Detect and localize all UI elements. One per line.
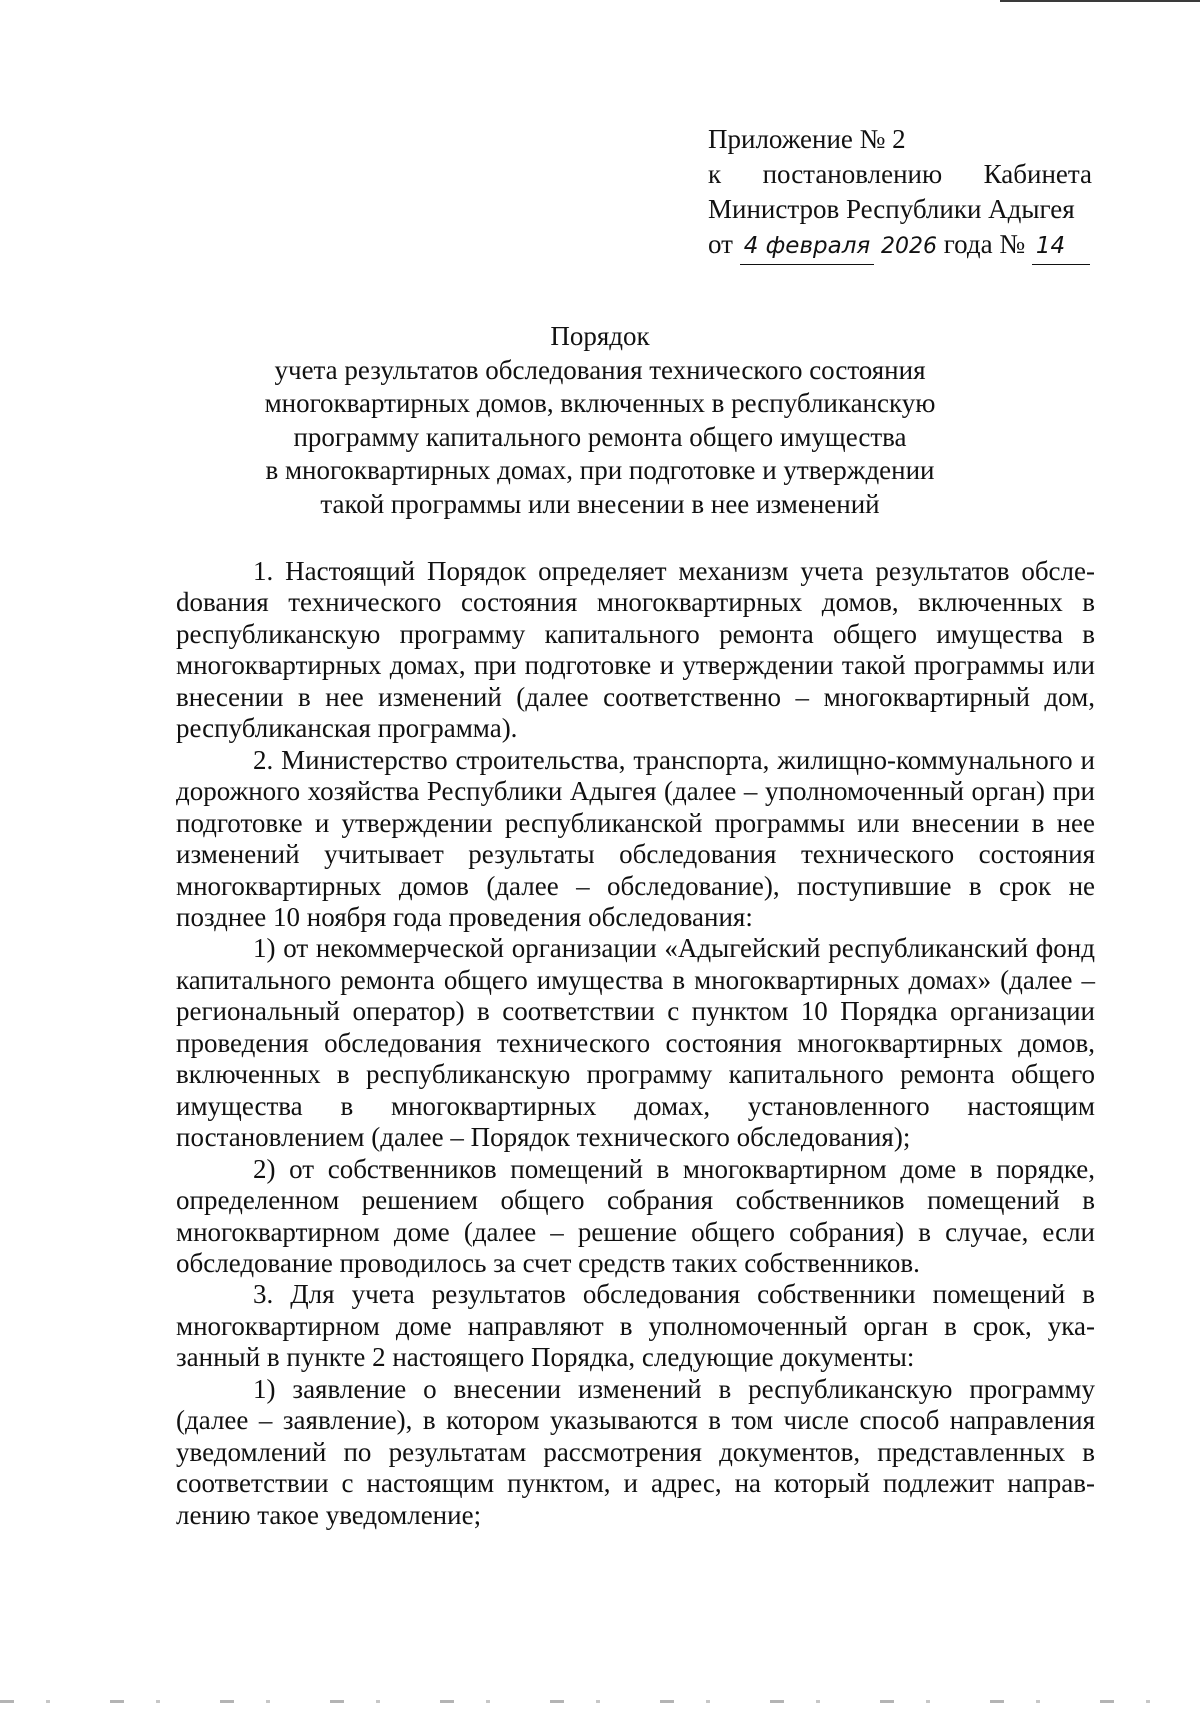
title-line-1: учета результатов обследования технического состояния xyxy=(274,354,926,385)
paragraph-1: 1. Настоящий Порядок определяет механизм учета результатов обслеdования технического состояния многоквартирных домов, включенных в республиканскую программу капитального ремонта общего имущества в многоквартирных домах, при подготовке и утверждении такой программы или внесении в нее изменений (далее соответственно – многоквартирный дом, республиканская программа). xyxy=(176,556,1095,744)
appendix-title: Приложение № 2 xyxy=(708,124,906,154)
title-line-3: программу капитального ремонта общего имущества xyxy=(293,421,907,452)
date-prefix: от xyxy=(708,229,733,259)
document-number-field: 14 xyxy=(1032,229,1090,265)
paragraph-2-item-2: 2) от собственников помещений в многоквартирном доме в порядке, определенном решением общего собрания собственников помещений в многоквартирном доме (далее – решение общего собрания) в случае, если обследование проводилось за счет средств таких собственников. xyxy=(176,1153,1095,1278)
appendix-reference-line xyxy=(708,157,1092,192)
title-line-2: многоквартирных домов, включенных в республиканскую xyxy=(264,388,936,418)
date-day-month-field: 4 февраля xyxy=(740,229,875,265)
appendix-date-line xyxy=(708,227,1092,265)
appendix-word-cabinet: Кабинета xyxy=(983,159,1092,189)
document-body xyxy=(176,556,1095,1531)
paragraph-2-item-1: 1) от некоммерческой организации «Адыгейский республиканский фонд капитального ремонта общего имущества в многоквартирных домах» (далее – региональный оператор) в соответствии с пунктом 10 Порядка организации проведения обследования технического состояния многоквартирных домов, включенных в республиканскую программу капитального ремонта общего имущества в многоквартирных домах, установленного настоящим постановлением (далее – Порядок технического обследования); xyxy=(176,933,1095,1153)
top-edge-rule xyxy=(1000,0,1200,2)
date-suffix: года № xyxy=(943,229,1026,259)
scan-bottom-edge xyxy=(0,1700,1200,1703)
date-year: 2026 xyxy=(881,234,937,259)
document-title xyxy=(180,320,1020,521)
title-line-4: в многоквартирных домах, при подготовке и утверждении xyxy=(265,455,935,485)
appendix-ministers-line: Министров Республики Адыгея xyxy=(708,194,1075,224)
title-heading: Порядок xyxy=(550,321,650,351)
appendix-block xyxy=(708,122,1092,265)
appendix-word-resolution: постановлению xyxy=(762,159,943,189)
paragraph-2: 2. Министерство строительства, транспорта, жилищно-коммунального и дорожного хозяйства Республики Адыгея (далее – уполномоченный орган) при подготовке и утверждении республиканской программы или внесении в нее изменений учитывает результаты обследования технического состояния многоквартирных домов (далее – обследование), поступившие в срок не позднее 10 ноября года проведения обследования: xyxy=(176,744,1095,932)
title-line-5: такой программы или внесении в нее изменений xyxy=(320,488,880,519)
paragraph-3-item-1: 1) заявление о внесении изменений в республиканскую программу (далее – заявление), в котором указываются в том числе способ направления уведомлений по результатам рассмотрения документов, представленных в соответствии с настоящим пунктом, и адрес, на который подлежит направлению такое уведомление; xyxy=(176,1373,1095,1530)
paragraph-3: 3. Для учета результатов обследования собственники помещений в многоквартирном доме направляют в уполномоченный орган в срок, указанный в пункте 2 настоящего Порядка, следующие документы: xyxy=(176,1279,1095,1373)
appendix-word-k: к xyxy=(708,159,722,189)
